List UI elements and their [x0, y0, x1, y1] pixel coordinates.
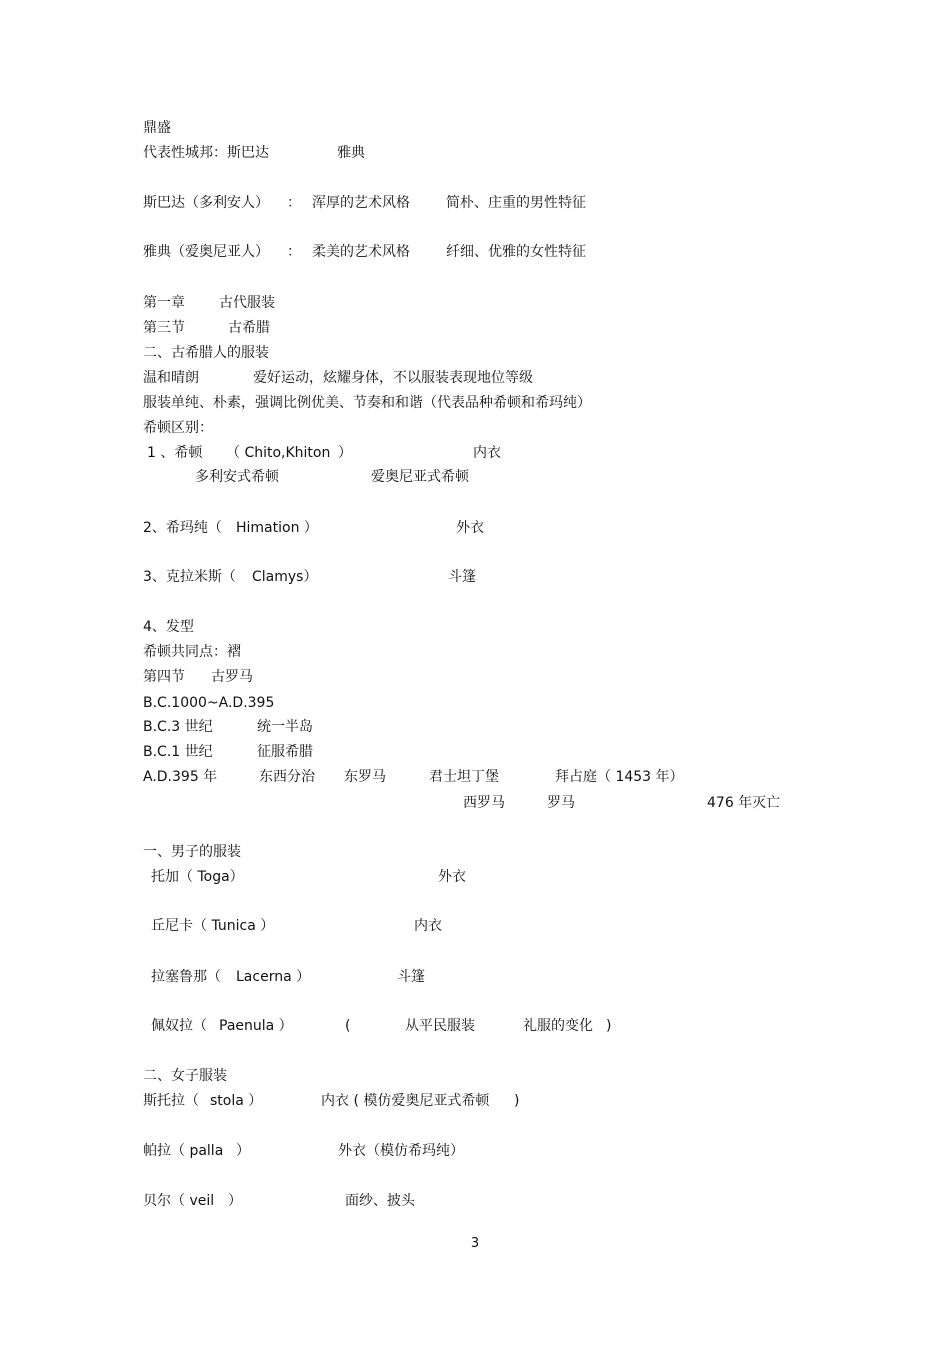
list-item: 4、发型 [143, 619, 194, 635]
text-fragment: 浑厚的艺术风格 [312, 195, 410, 211]
subsection-heading: 二、女子服装 [143, 1068, 227, 1084]
text-fragment: 罗马 [547, 795, 575, 811]
section-title: 古罗马 [211, 669, 253, 685]
text-fragment: 简朴、庄重的男性特征 [446, 195, 586, 211]
chapter-heading: 第一章 [143, 295, 185, 311]
text-fragment: 爱好运动，炫耀身体，不以服装表现地位等级 [253, 370, 533, 386]
text-line: B.C.1000~A.D.395 [143, 695, 275, 711]
text-line: B.C.3 世纪 [143, 719, 213, 735]
section-heading: 第三节 [143, 320, 185, 336]
text-line: 希顿共同点：褶 [143, 644, 241, 660]
text-fragment: ） [236, 1143, 250, 1159]
text-fragment: 内衣 ( 模仿爱奥尼亚式希顿 [321, 1093, 490, 1109]
text-line: 雅典（爱奥尼亚人） [143, 244, 269, 260]
text-fragment: 拜占庭（ 1453 年） [555, 769, 684, 785]
text-fragment: 西罗马 [463, 795, 505, 811]
list-item: 2、希玛纯（ [143, 520, 222, 536]
text-fragment: 爱奥尼亚式希顿 [371, 469, 469, 485]
text-fragment: 内衣 [473, 445, 501, 461]
text-fragment: ( [345, 1018, 351, 1034]
text-fragment: 柔美的艺术风格 [312, 244, 410, 260]
text-fragment: ） [228, 1193, 242, 1209]
text-fragment: 君士坦丁堡 [429, 769, 499, 785]
text-line: 佩奴拉（ [151, 1018, 207, 1034]
subsection-heading: 二、古希腊人的服装 [143, 345, 269, 361]
text-fragment: 纤细、优雅的女性特征 [446, 244, 586, 260]
text-fragment: 内衣 [414, 918, 442, 934]
list-item: 1 、希顿 [147, 445, 203, 461]
text-fragment: Himation ） [236, 520, 318, 536]
text-fragment: 外衣 [456, 520, 484, 536]
text-line: 代表性城邦：斯巴达 [143, 145, 269, 161]
text-line: 丘尼卡（ Tunica ） [151, 918, 275, 934]
section-heading: 第四节 [143, 669, 185, 685]
text-line: B.C.1 世纪 [143, 744, 213, 760]
text-line: 托加（ Toga） [151, 869, 244, 885]
text-fragment: ： [287, 244, 301, 260]
text-fragment: ） [338, 445, 352, 461]
text-line: 服装单纯、朴素，强调比例优美、节奏和和谐（代表品种希顿和希玛纯） [143, 395, 591, 411]
text-line: 斯巴达（多利安人） [143, 195, 269, 211]
text-line: A.D.395 年 [143, 769, 218, 785]
text-fragment: Lacerna ） [236, 969, 311, 985]
text-fragment: 从平民服装 [405, 1018, 475, 1034]
chapter-title: 古代服装 [219, 295, 275, 311]
section-title: 古希腊 [228, 320, 270, 336]
text-fragment: 476 年灭亡 [707, 795, 781, 811]
text-fragment: Clamys） [252, 569, 318, 585]
subsection-heading: 一、男子的服装 [143, 844, 241, 860]
text-fragment: ) [606, 1018, 612, 1034]
text-line: 斯托拉（ [143, 1093, 199, 1109]
page-number: 3 [470, 1236, 480, 1251]
text-fragment: 雅典 [337, 145, 365, 161]
text-line: 多利安式希顿 [195, 469, 279, 485]
list-item: 3、克拉米斯（ [143, 569, 236, 585]
text-fragment: 面纱、披头 [345, 1193, 415, 1209]
text-fragment: ) [514, 1093, 520, 1109]
text-fragment: stola ） [210, 1093, 263, 1109]
text-fragment: 斗篷 [397, 969, 425, 985]
text-fragment: 东罗马 [344, 769, 386, 785]
text-fragment: 礼服的变化 [523, 1018, 593, 1034]
text-fragment: （ Chito,Khiton [226, 445, 331, 461]
text-line: 拉塞鲁那（ [151, 969, 221, 985]
text-fragment: 外衣（模仿希玛纯） [338, 1143, 464, 1159]
text-fragment: Paenula ） [219, 1018, 293, 1034]
text-fragment: 统一半岛 [257, 719, 313, 735]
text-line: 鼎盛 [143, 120, 171, 136]
text-line: 贝尔（ veil [143, 1193, 215, 1209]
text-fragment: 斗篷 [448, 569, 476, 585]
text-fragment: 征服希腊 [257, 744, 313, 760]
text-fragment: 外衣 [438, 869, 466, 885]
text-line: 温和晴朗 [143, 370, 199, 386]
text-fragment: ： [287, 195, 301, 211]
text-line: 帕拉（ palla [143, 1143, 224, 1159]
text-line: 希顿区别： [143, 420, 213, 436]
text-fragment: 东西分治 [259, 769, 315, 785]
